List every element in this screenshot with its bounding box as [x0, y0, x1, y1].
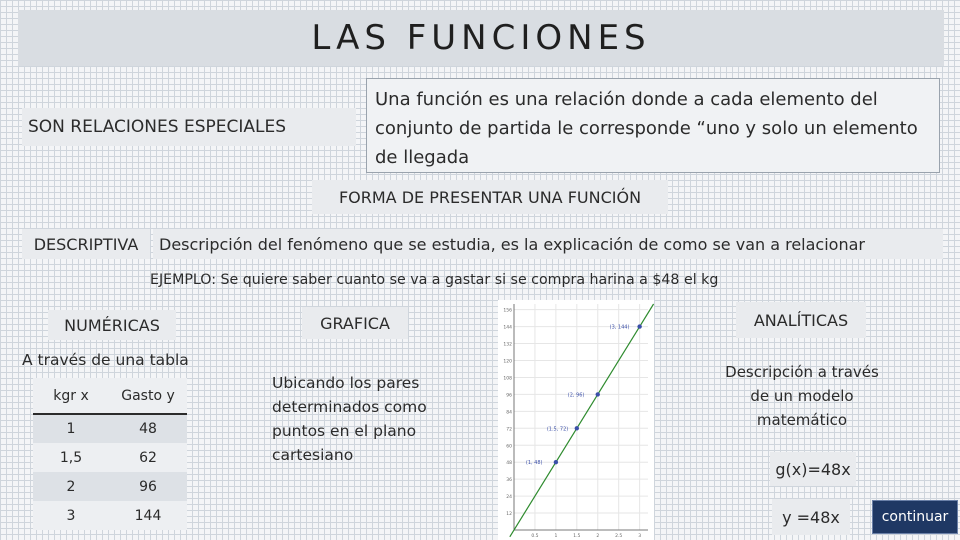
y-tick-label: 24 — [506, 495, 512, 501]
data-point — [637, 324, 641, 328]
data-point — [554, 460, 558, 464]
y-tick-label: 72 — [506, 427, 512, 433]
data-point-label: (2, 96) — [567, 392, 585, 399]
x-tick-label: 1 — [554, 534, 558, 539]
table-header-y: Gasto y — [109, 378, 187, 414]
table-cell: 62 — [109, 443, 187, 472]
data-table — [33, 378, 187, 530]
y-tick-label: 144 — [503, 325, 512, 331]
descriptiva-text: Descripción del fenómeno que se estudia, es la explicación de como se van a relacionar — [153, 229, 943, 259]
data-point-label: (1.5, 72) — [546, 426, 569, 433]
grafica-text: Ubicando los pares determinados como puntos en el plano cartesiano — [272, 374, 427, 464]
forma-heading: FORMA DE PRESENTAR UNA FUNCIÓN — [312, 180, 668, 214]
table-row — [33, 472, 187, 501]
graph-svg — [498, 300, 654, 540]
function-line — [510, 304, 654, 537]
y-tick-label: 60 — [506, 444, 512, 450]
analiticas-label: ANALÍTICAS — [736, 302, 866, 338]
grafica-label: GRAFICA — [302, 307, 408, 339]
descriptiva-label: DESCRIPTIVA — [22, 229, 150, 259]
x-tick-label: 1.5 — [573, 534, 581, 539]
equation-y: y =48x — [772, 499, 850, 535]
table-header-x: kgr x — [33, 378, 109, 414]
table-cell: 2 — [33, 472, 109, 501]
tabla-caption: A través de una tabla — [22, 351, 189, 369]
table-row — [33, 501, 187, 530]
y-tick-label: 36 — [506, 478, 512, 484]
y-tick-label: 48 — [506, 461, 512, 467]
continuar-button[interactable]: continuar — [872, 500, 958, 534]
relaciones-label: SON RELACIONES ESPECIALES — [22, 108, 356, 146]
numericas-label: NUMÉRICAS — [48, 310, 176, 340]
analiticas-text: Descripción a través de un modelo matemático — [725, 363, 879, 429]
y-tick-label: 120 — [503, 359, 512, 365]
definition-box: Una función es una relación donde a cada elemento del conjunto de partida le corresponde “uno y solo un elemento de llegada — [366, 78, 940, 173]
x-tick-label: 2.5 — [615, 534, 623, 539]
x-tick-label: 2 — [596, 534, 600, 539]
table-row — [33, 443, 187, 472]
function-graph — [498, 300, 654, 540]
table-header-row — [33, 378, 187, 414]
data-point — [596, 392, 600, 396]
ejemplo-text: EJEMPLO: Se quiere saber cuanto se va a gastar si se compra harina a $48 el kg — [150, 272, 719, 288]
table-cell: 48 — [109, 414, 187, 443]
table-cell: 1,5 — [33, 443, 109, 472]
data-point-label: (1, 48) — [525, 460, 543, 467]
data-point — [575, 426, 579, 430]
y-tick-label: 96 — [506, 393, 512, 399]
data-point-label: (3, 144) — [609, 324, 630, 331]
x-tick-label: 0.5 — [531, 534, 539, 539]
page-title: LAS FUNCIONES — [311, 18, 651, 58]
x-tick-label: 3 — [638, 534, 642, 539]
y-tick-label: 132 — [503, 342, 512, 348]
y-tick-label: 84 — [506, 410, 512, 416]
y-tick-label: 156 — [503, 308, 512, 314]
y-tick-label: 12 — [506, 512, 512, 518]
table-cell: 96 — [109, 472, 187, 501]
equation-g: g(x)=48x — [770, 452, 856, 486]
table-cell: 1 — [33, 414, 109, 443]
table-cell: 144 — [109, 501, 187, 530]
table-row — [33, 414, 187, 443]
table-cell: 3 — [33, 501, 109, 530]
y-tick-label: 108 — [503, 376, 512, 382]
title-bar — [18, 10, 944, 66]
